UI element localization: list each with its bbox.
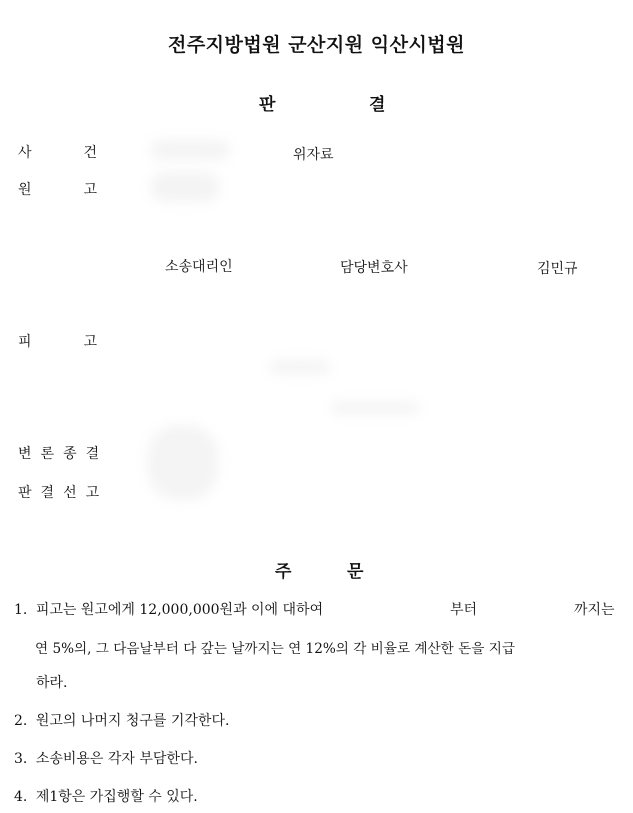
defendant-label [18,331,97,351]
order-1-line-3: 하라. [36,675,68,691]
redacted-plaintiff [150,172,220,202]
order-title-char-2: 문 [347,562,364,582]
ruling-label-char-1: 판 [18,485,32,501]
closing-label-char-4: 결 [85,446,100,462]
plaintiff-label [18,179,97,199]
redacted-case-number [150,140,230,160]
order-text: 소송비용은 각자 부담한다. [35,751,198,767]
judgment-title-char-2: 결 [369,95,386,115]
order-text: 원고의 나머지 청구를 기각한다. [35,713,230,729]
order-title-char-1: 주 [275,562,292,582]
defendant-label-char-2: 고 [83,334,98,350]
order-text: 제1항은 가집행할 수 있다. [35,789,198,805]
ruling-label-char-3: 선 [63,485,77,501]
plaintiff-agent-label: 소송대리인 [165,259,233,275]
case-label [18,142,97,162]
case-label-char-2: 건 [83,145,98,161]
order-1-text-b: 부터 [450,602,478,618]
order-item-4 [14,786,198,806]
judgment-title-char-1: 판 [259,95,276,115]
plaintiff-lawyer-name: 김민규 [537,261,578,277]
order-number: 2. [14,713,28,729]
order-number: 3. [14,751,28,767]
case-label-char-1: 사 [18,145,32,161]
order-1-line-2: 연 5%의, 그 다음날부터 다 갚는 날까지는 연 12%의 각 비율로 계산한 돈을 지급 [35,641,515,657]
order-item-1 [14,599,323,619]
redacted-defendant-address [270,360,330,374]
ruling-label-char-2: 결 [40,485,55,501]
order-1-text-c: 까지는 [574,602,615,618]
redacted-dates [148,425,218,500]
closing-label-char-2: 론 [40,446,55,462]
plaintiff-label-char-2: 고 [83,182,98,198]
order-1-text-a: 피고는 원고에게 12,000,000원과 이에 대하여 [35,602,324,618]
order-item-3 [14,748,198,768]
plaintiff-agent-role: 담당변호사 [340,260,408,276]
closing-label-char-1: 변 [18,446,32,462]
order-number: 1. [14,602,28,618]
redacted-defendant-detail [330,402,420,414]
closing-label [18,443,99,463]
closing-label-char-3: 종 [63,446,77,462]
case-value: 위자료 [293,147,334,163]
plaintiff-label-char-1: 원 [18,182,32,198]
order-item-2 [14,710,229,730]
defendant-label-char-1: 피 [18,334,32,350]
order-number: 4. [14,789,28,805]
court-name: 전주지방법원 군산지원 익산시법원 [167,34,466,56]
ruling-date-label [18,482,99,502]
ruling-label-char-4: 고 [85,485,100,501]
